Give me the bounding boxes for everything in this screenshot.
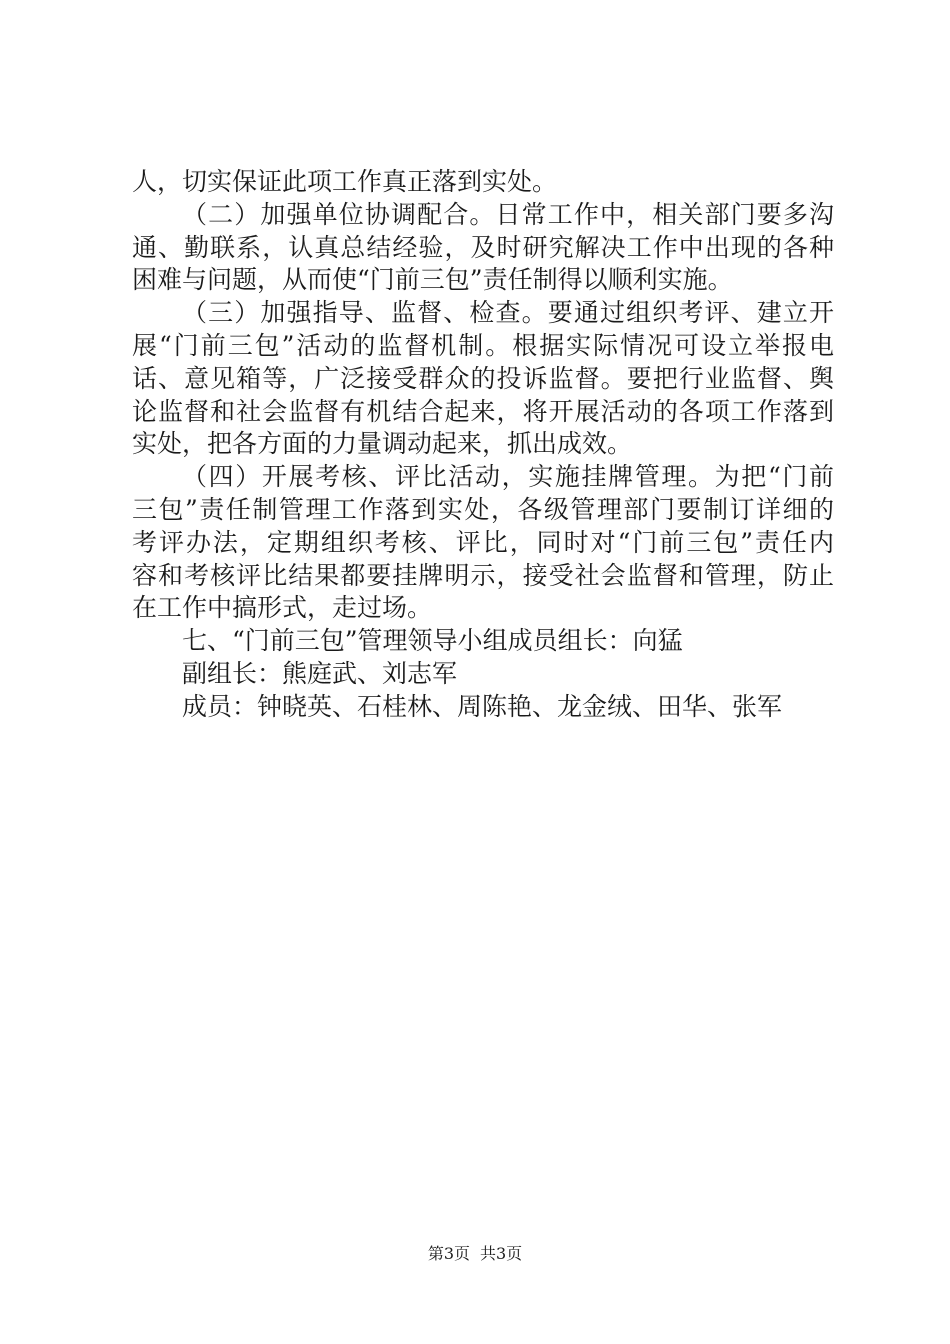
text-line: 实处，把各方面的力量调动起来，抓出成效。 [132, 429, 633, 459]
text-line: （四）开展考核、评比活动，实施挂牌管理。为把“门前 [182, 462, 834, 492]
text-line: 通、勤联系，认真总结经验，及时研究解决工作中出现的各种 [132, 232, 834, 262]
text-line: （二）加强单位协调配合。日常工作中，相关部门要多沟 [182, 199, 834, 229]
text-line: 成员：钟晓英、石桂林、周陈艳、龙金绒、田华、张军 [182, 691, 783, 721]
text-line: 三包”责任制管理工作落到实处，各级管理部门要制订详细的 [132, 494, 834, 524]
text-line: 话、意见箱等，广泛接受群众的投诉监督。要把行业监督、舆 [132, 363, 834, 393]
text-line: 容和考核评比结果都要挂牌明示，接受社会监督和管理，防止 [132, 560, 834, 590]
document-body [132, 166, 834, 724]
text-line: 展“门前三包”活动的监督机制。根据实际情况可设立举报电 [132, 330, 834, 360]
text-line: 在工作中搞形式，走过场。 [132, 593, 433, 623]
section-heading: 七、“门前三包”管理领导小组成员组长：向猛 [182, 626, 683, 656]
text-line: 副组长：熊庭武、刘志军 [182, 658, 458, 688]
text-line: （三）加强指导、监督、检查。要通过组织考评、建立开 [182, 298, 834, 328]
text-line: 考评办法，定期组织考核、评比，同时对“门前三包”责任内 [132, 527, 834, 557]
text-line: 人，切实保证此项工作真正落到实处。 [132, 167, 558, 196]
page-total: 共3页 [480, 1244, 523, 1263]
page-number: 第3页 [427, 1244, 470, 1263]
page-footer [0, 1244, 950, 1264]
text-line: 困难与问题，从而使“门前三包”责任制得以顺利实施。 [132, 265, 733, 295]
text-line: 论监督和社会监督有机结合起来，将开展活动的各项工作落到 [132, 396, 834, 426]
